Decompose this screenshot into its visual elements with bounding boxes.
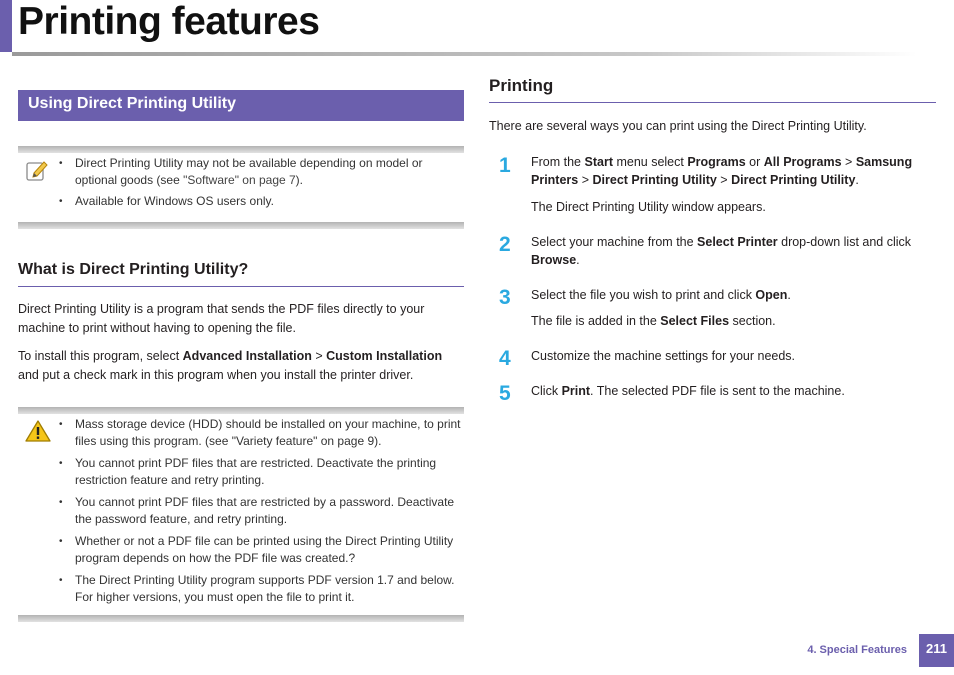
warning-item: • Mass storage device (HDD) should be installed on your machine, to print files using this program. (see "Variety feature" on page 9). bbox=[74, 416, 464, 450]
footer-chapter-label: 4. Special Features bbox=[807, 644, 907, 656]
what-is-title: What is Direct Printing Utility? bbox=[18, 261, 249, 278]
what-is-description: Direct Printing Utility is a program that sends the PDF files directly to your machine to print without having to opening the file. bbox=[18, 302, 425, 335]
software-page-link[interactable]: "Software" on page 7 bbox=[183, 173, 296, 187]
note-list bbox=[74, 155, 464, 210]
note-box bbox=[18, 146, 464, 230]
step-number: 1 bbox=[499, 154, 511, 177]
section-title: Using Direct Printing Utility bbox=[28, 95, 237, 112]
note-bottom-bar bbox=[18, 222, 464, 229]
warning-top-bar bbox=[18, 407, 464, 414]
step-text: Select your machine from the Select Printer drop-down list and click Browse. bbox=[531, 235, 912, 267]
warning-box bbox=[18, 407, 464, 623]
printing-title: Printing bbox=[489, 76, 554, 95]
page-title: Printing features bbox=[18, 0, 320, 43]
printing-rule bbox=[489, 102, 936, 103]
title-accent-bar bbox=[0, 0, 12, 52]
step-text: Click Print. The selected PDF file is sent to the machine. bbox=[531, 384, 845, 398]
note-item: • Direct Printing Utility may not be available depending on model or optional goods (see "Software" on page 7). bbox=[74, 155, 464, 189]
warning-item: • You cannot print PDF files that are restricted. Deactivate the printing restriction feature and retry printing. bbox=[74, 455, 464, 489]
step-number: 2 bbox=[499, 233, 511, 256]
install-instructions: To install this program, select Advanced Installation > Custom Installation and put a check mark in this program when you install the printer driver. bbox=[18, 349, 443, 382]
printing-intro: There are several ways you can print using the Direct Printing Utility. bbox=[489, 119, 867, 133]
step-text: From the Start menu select Programs or All Programs > Samsung Printers > Direct Printing Utility > Direct Printing Utility. bbox=[531, 155, 913, 187]
note-pencil-icon bbox=[25, 158, 49, 187]
title-rule bbox=[12, 52, 917, 56]
page-number: 211 bbox=[919, 634, 954, 667]
warning-icon bbox=[25, 419, 51, 448]
warning-list bbox=[74, 416, 464, 606]
note-top-bar bbox=[18, 146, 464, 153]
step-text: Customize the machine settings for your needs. bbox=[531, 349, 796, 363]
warning-bottom-bar bbox=[18, 615, 464, 622]
step-text: Select the file you wish to print and click Open. bbox=[531, 288, 791, 302]
step-number: 4 bbox=[499, 347, 511, 370]
warning-item: • The Direct Printing Utility program supports PDF version 1.7 and below. For higher versions, you must open the file to print it. bbox=[74, 572, 464, 606]
note-item: • Available for Windows OS users only. bbox=[74, 193, 464, 210]
step-note: The Direct Printing Utility window appears. bbox=[531, 200, 766, 214]
step-note: The file is added in the Select Files section. bbox=[531, 314, 776, 328]
step-number: 5 bbox=[499, 382, 511, 405]
what-is-rule bbox=[18, 286, 464, 287]
warning-item: • Whether or not a PDF file can be printed using the Direct Printing Utility program depends on how the PDF file was created.? bbox=[74, 533, 464, 567]
step-number: 3 bbox=[499, 286, 511, 309]
section-header bbox=[18, 90, 464, 121]
warning-item: • You cannot print PDF files that are restricted by a password. Deactivate the password feature, and retry printing. bbox=[74, 494, 464, 528]
